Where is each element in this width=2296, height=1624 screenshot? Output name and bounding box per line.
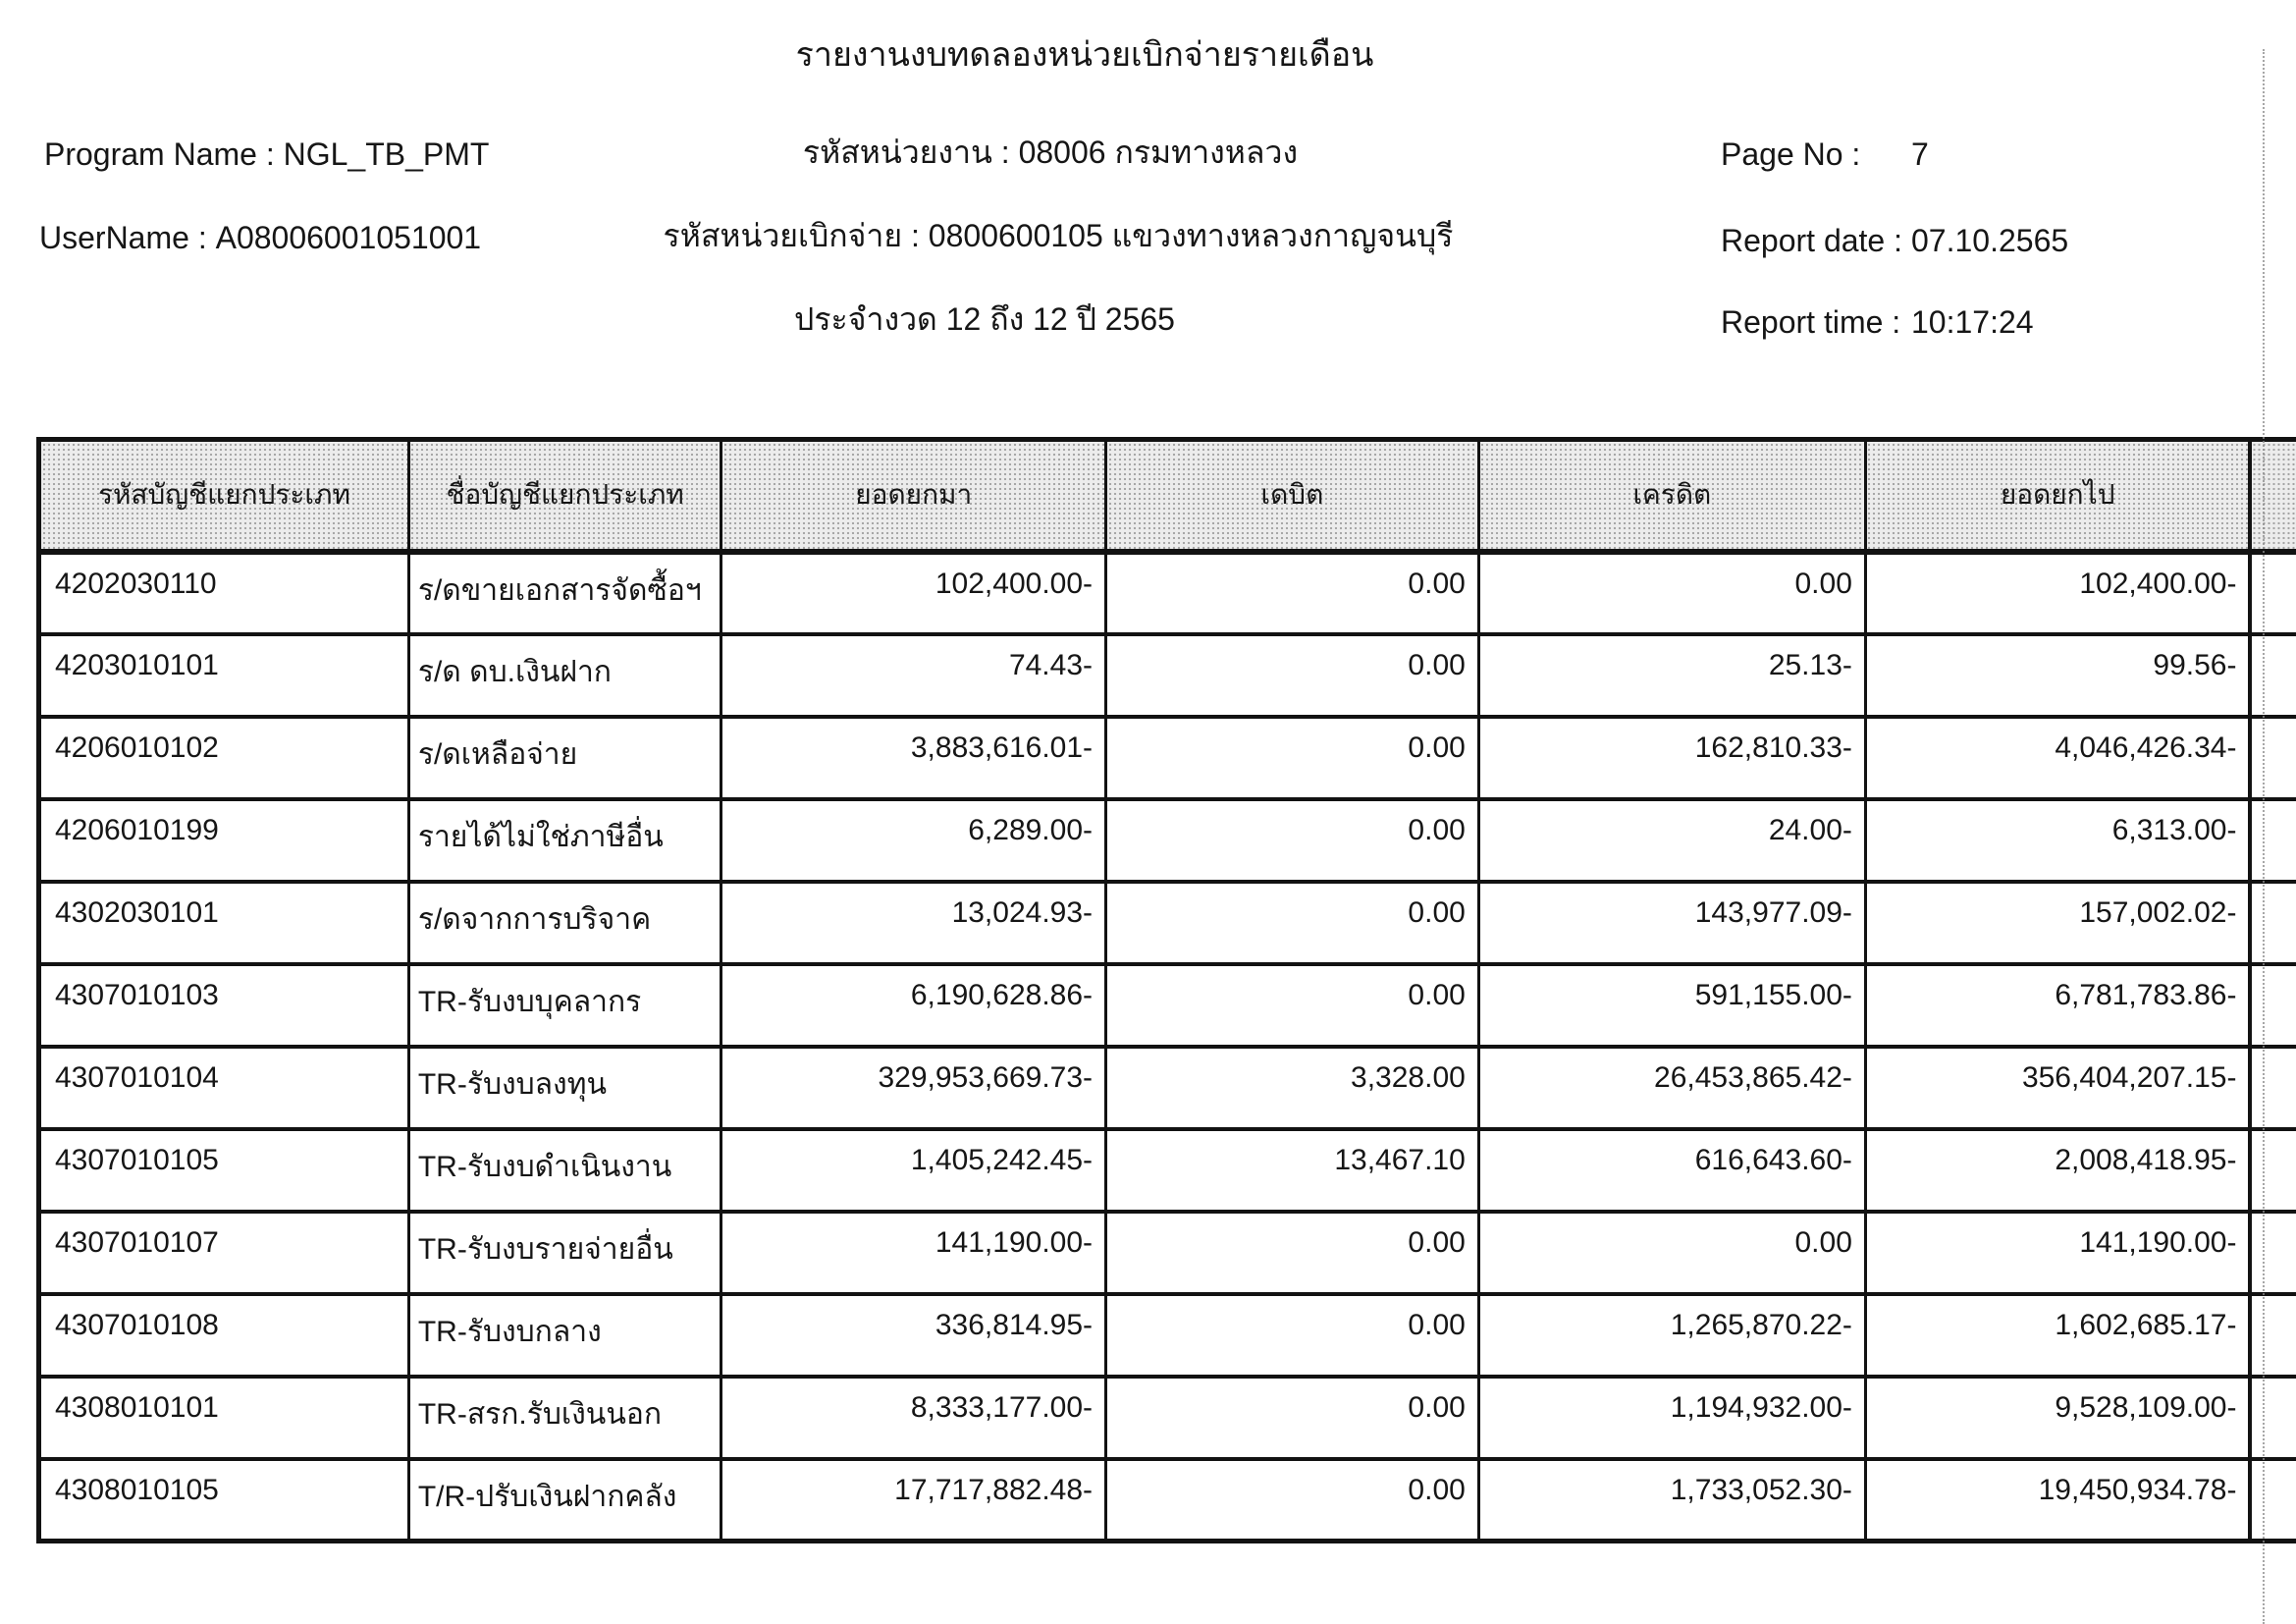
balance-brought-forward-cell: 102,400.00- [721,552,1106,634]
credit-cell: 162,810.33- [1478,717,1865,799]
username-line [39,221,481,255]
credit-cell: 1,265,870.22- [1478,1294,1865,1377]
account-code-cell: 4308010105 [39,1459,409,1542]
balance-brought-forward-cell: 141,190.00- [721,1212,1106,1294]
edge-sliver-cell [2250,1377,2296,1459]
report-date-value: 07.10.2565 [1911,223,2069,258]
edge-sliver-cell [2250,1459,2296,1542]
account-name-cell: TR-สรก.รับเงินนอก [408,1377,721,1459]
debit-cell: 0.00 [1106,882,1479,964]
credit-cell: 26,453,865.42- [1478,1047,1865,1129]
table-row [39,1212,2296,1294]
table-row [39,552,2296,634]
credit-cell: 24.00- [1478,799,1865,882]
balance-carried-forward-cell: 356,404,207.15- [1865,1047,2250,1129]
account-name-cell: TR-รับงบรายจ่ายอื่น [408,1212,721,1294]
balance-brought-forward-cell: 329,953,669.73- [721,1047,1106,1129]
edge-sliver-cell [2250,552,2296,634]
disbursement-unit-line: รหัสหน่วยเบิกจ่าย : 0800600105 แขวงทางหลวงกาญจนบุรี [663,218,1454,253]
debit-cell: 0.00 [1106,1459,1479,1542]
account-code-cell: 4307010103 [39,964,409,1047]
table-row [39,1459,2296,1542]
balance-carried-forward-cell: 102,400.00- [1865,552,2250,634]
edge-sliver-cell [2250,1129,2296,1212]
account-name-cell: T/R-ปรับเงินฝากคลัง [408,1459,721,1542]
report-time-label: Report time : [1721,304,1901,340]
balance-brought-forward-cell: 8,333,177.00- [721,1377,1106,1459]
username-label: UserName : [39,220,207,255]
balance-carried-forward-cell: 9,528,109.00- [1865,1377,2250,1459]
account-name-cell: TR-รับงบดำเนินงาน [408,1129,721,1212]
debit-cell: 0.00 [1106,1377,1479,1459]
table-row [39,1047,2296,1129]
account-name-cell: TR-รับงบกลาง [408,1294,721,1377]
credit-cell: 25.13- [1478,634,1865,717]
balance-carried-forward-cell: 4,046,426.34- [1865,717,2250,799]
edge-sliver-cell [2250,882,2296,964]
balance-brought-forward-cell: 6,289.00- [721,799,1106,882]
account-code-cell: 4202030110 [39,552,409,634]
edge-sliver-cell [2250,1294,2296,1377]
table-row [39,799,2296,882]
account-code-cell: 4307010104 [39,1047,409,1129]
account-code-cell: 4307010108 [39,1294,409,1377]
program-name-line [44,137,489,172]
column-header: ยอดยกไป [1865,440,2250,552]
balance-carried-forward-cell: 2,008,418.95- [1865,1129,2250,1212]
credit-cell: 143,977.09- [1478,882,1865,964]
account-code-cell: 4302030101 [39,882,409,964]
account-code-cell: 4307010107 [39,1212,409,1294]
credit-cell: 616,643.60- [1478,1129,1865,1212]
balance-brought-forward-cell: 336,814.95- [721,1294,1106,1377]
edge-sliver-cell [2250,964,2296,1047]
page-no-label: Page No : [1721,136,1861,172]
account-name-cell: ร/ดจากการบริจาค [408,882,721,964]
edge-sliver-cell [2250,799,2296,882]
balance-carried-forward-cell: 141,190.00- [1865,1212,2250,1294]
balance-carried-forward-cell: 99.56- [1865,634,2250,717]
column-header: ยอดยกมา [721,440,1106,552]
balance-carried-forward-cell: 19,450,934.78- [1865,1459,2250,1542]
balance-carried-forward-cell: 6,781,783.86- [1865,964,2250,1047]
debit-cell: 13,467.10 [1106,1129,1479,1212]
trial-balance-table [36,437,2296,1543]
account-code-cell: 4206010102 [39,717,409,799]
edge-sliver-cell [2250,1212,2296,1294]
account-name-cell: รายได้ไม่ใช่ภาษีอื่น [408,799,721,882]
program-name-label: Program Name : [44,136,275,172]
credit-cell: 1,194,932.00- [1478,1377,1865,1459]
balance-brought-forward-cell: 17,717,882.48- [721,1459,1106,1542]
edge-sliver-cell [2250,717,2296,799]
account-code-cell: 4203010101 [39,634,409,717]
report-time-value: 10:17:24 [1911,304,2034,340]
period-line: ประจำงวด 12 ถึง 12 ปี 2565 [794,301,1175,337]
debit-cell: 0.00 [1106,964,1479,1047]
debit-cell: 3,328.00 [1106,1047,1479,1129]
table-row [39,1294,2296,1377]
account-code-cell: 4307010105 [39,1129,409,1212]
balance-brought-forward-cell: 1,405,242.45- [721,1129,1106,1212]
column-header: เครดิต [1478,440,1865,552]
username-value: A08006001051001 [215,220,482,255]
column-header: รหัสบัญชีแยกประเภท [39,440,409,552]
report-title: รายงานงบทดลองหน่วยเบิกจ่ายรายเดือน [795,36,1374,74]
table-row [39,634,2296,717]
agency-code-line: รหัสหน่วยงาน : 08006 กรมทางหลวง [802,135,1299,170]
table-row [39,717,2296,799]
credit-cell: 0.00 [1478,1212,1865,1294]
debit-cell: 0.00 [1106,1294,1479,1377]
debit-cell: 0.00 [1106,634,1479,717]
balance-brought-forward-cell: 6,190,628.86- [721,964,1106,1047]
account-code-cell: 4206010199 [39,799,409,882]
edge-sliver-cell [2250,1047,2296,1129]
debit-cell: 0.00 [1106,717,1479,799]
debit-cell: 0.00 [1106,552,1479,634]
account-name-cell: TR-รับงบลงทุน [408,1047,721,1129]
report-date-label: Report date : [1721,223,1902,258]
table-row [39,1129,2296,1212]
edge-sliver-cell [2250,634,2296,717]
balance-carried-forward-cell: 6,313.00- [1865,799,2250,882]
table-header-row [39,440,2296,552]
account-name-cell: ร/ดขายเอกสารจัดซื้อฯ [408,552,721,634]
debit-cell: 0.00 [1106,799,1479,882]
balance-brought-forward-cell: 3,883,616.01- [721,717,1106,799]
credit-cell: 1,733,052.30- [1478,1459,1865,1542]
account-name-cell: ร/ดเหลือจ่าย [408,717,721,799]
debit-cell: 0.00 [1106,1212,1479,1294]
program-name-value: NGL_TB_PMT [283,136,490,172]
credit-cell: 591,155.00- [1478,964,1865,1047]
column-header: ชื่อบัญชีแยกประเภท [408,440,721,552]
edge-sliver-header [2250,440,2296,552]
column-header: เดบิต [1106,440,1479,552]
balance-brought-forward-cell: 74.43- [721,634,1106,717]
account-code-cell: 4308010101 [39,1377,409,1459]
table-row [39,882,2296,964]
table-header-row-container [39,440,2296,552]
table-row [39,1377,2296,1459]
account-name-cell: ร/ด ดบ.เงินฝาก [408,634,721,717]
table-row [39,964,2296,1047]
balance-carried-forward-cell: 1,602,685.17- [1865,1294,2250,1377]
balance-carried-forward-cell: 157,002.02- [1865,882,2250,964]
page-no-value: 7 [1911,136,1929,172]
table-body [39,552,2296,1542]
account-name-cell: TR-รับงบบุคลากร [408,964,721,1047]
credit-cell: 0.00 [1478,552,1865,634]
perforation-dotted-line [2263,49,2265,1624]
balance-brought-forward-cell: 13,024.93- [721,882,1106,964]
